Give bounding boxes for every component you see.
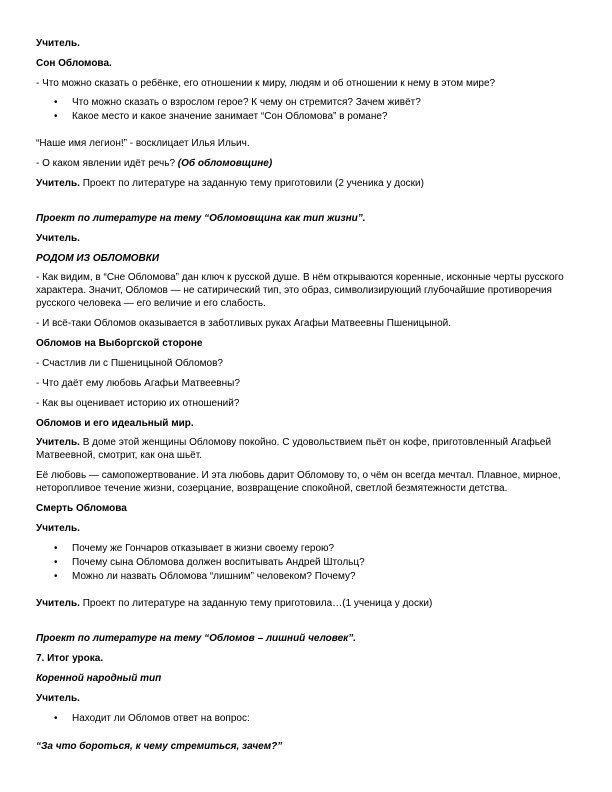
lesson-summary-heading: 7. Итог урока.	[36, 653, 104, 664]
paragraph-line: характера. Значит, Обломов — не сатирический тип, это образ, символизирующий глубочайшие противоречия	[36, 285, 552, 296]
bullet-item: Почему сына Обломова должен воспитывать Андрей Штольц?	[72, 557, 365, 568]
bullet-icon: •	[54, 713, 58, 724]
bullet-item: Какое место и какое значение занимает “Сон Обломова” в романе?	[72, 111, 388, 122]
quote-line: “Наше имя легион!” - восклицает Илья Ильич.	[36, 138, 250, 149]
teacher-label: Учитель.	[36, 178, 80, 189]
section-heading-oblomovka: РОДОМ ИЗ ОБЛОМОВКИ	[36, 253, 160, 264]
paragraph-line: неторопливое течение жизни, созерцание, возвращение спокойной, светлой безмятежности детства.	[36, 483, 508, 494]
teacher-label: Учитель.	[36, 437, 80, 448]
subheading-folk-type: Коренной народный тип	[36, 673, 162, 684]
question-text: - О каком явлении идёт речь?	[36, 158, 178, 169]
paragraph-line: - И всё-таки Обломов оказывается в заботливых руках Агафьи Матвеевны Пшеницыной.	[36, 318, 451, 329]
question-line: - Как вы оценивает историю их отношений?	[36, 398, 240, 409]
closing-quote: “За что бороться, к чему стремиться, зачем?”	[36, 741, 283, 752]
teacher-text: Проект по литературе на заданную тему приготовили (2 ученика у доски)	[79, 178, 424, 189]
question-line: - Что можно сказать о ребёнке, его отношении к миру, людям и об отношении к нему в этом мире?	[36, 78, 496, 89]
teacher-text: В доме этой женщины Обломову покойно. С удовольствием пьёт он кофе, приготовленный Агафьей	[79, 437, 552, 448]
paragraph-line: Матвеевной, смотрит, как она шьёт.	[36, 450, 202, 461]
bullet-icon: •	[54, 543, 58, 554]
teacher-label: Учитель.	[36, 693, 80, 704]
question-line: - Что даёт ему любовь Агафьи Матвеевны?	[36, 378, 240, 389]
bullet-item: Почему же Гончаров отказывает в жизни своему герою?	[72, 543, 335, 554]
section-heading-dream: Сон Обломова.	[36, 58, 112, 69]
section-heading-vyborg: Обломов на Выборгской стороне	[36, 338, 203, 349]
paragraph-line: - Как видим, в “Сне Обломова” дан ключ к русской душе. В нём открываются коренные, исконные черты русского	[36, 272, 564, 283]
bullet-item: Что можно сказать о взрослом герое? К чему он стремится? Зачем живёт?	[72, 97, 421, 108]
teacher-label: Учитель.	[36, 523, 80, 534]
question-line: - Счастлив ли с Пшеницыной Обломов?	[36, 358, 223, 369]
teacher-label: Учитель.	[36, 38, 80, 49]
answer-text: (Об обломовщине)	[177, 158, 273, 169]
section-heading-death: Смерть Обломова	[36, 503, 127, 514]
bullet-icon: •	[54, 571, 58, 582]
project-title: Проект по литературе на тему “Обломов – лишний человек”.	[36, 633, 356, 644]
teacher-label: Учитель.	[36, 598, 80, 609]
project-title: Проект по литературе на тему “Обломовщина как тип жизни”.	[36, 213, 366, 224]
section-heading-ideal: Обломов и его идеальный мир.	[36, 418, 194, 429]
question-line	[36, 157, 272, 170]
teacher-line	[36, 436, 551, 449]
bullet-item: Находит ли Обломов ответ на вопрос:	[72, 713, 250, 724]
teacher-line	[36, 597, 432, 610]
teacher-label: Учитель.	[36, 233, 80, 244]
paragraph-line: Её любовь — самопожертвование. И эта любовь дарит Обломову то, о чём он всегда мечтал. Плавное, мирное,	[36, 470, 561, 481]
bullet-icon: •	[54, 111, 58, 122]
teacher-text: Проект по литературе на заданную тему приготовила…(1 ученица у доски)	[79, 598, 433, 609]
bullet-icon: •	[54, 557, 58, 568]
paragraph-line: русского человека — его величие и его слабость.	[36, 298, 266, 309]
teacher-line	[36, 177, 424, 190]
bullet-item: Можно ли назвать Обломова “лишним” человеком? Почему?	[72, 571, 356, 582]
bullet-icon: •	[54, 97, 58, 108]
